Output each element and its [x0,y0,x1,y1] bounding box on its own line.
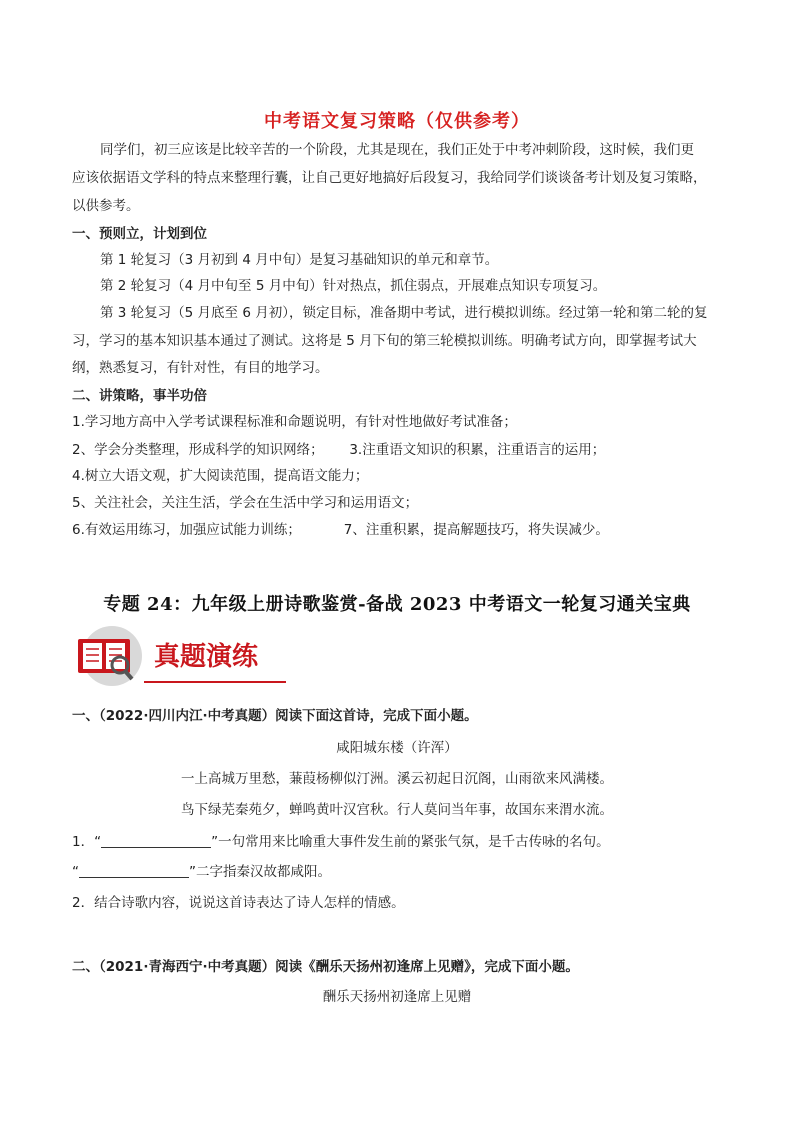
question-item-1 [72,832,610,852]
tip-item: 6.有效运用练习，加强应试能力训练； 7、注重积累，提高解题技巧，将失误减少。 [72,522,609,538]
item-suffix: ”二字指秦汉故都咸阳。 [189,864,331,880]
banner-text: 真题演练 [154,642,259,672]
poem-line: 鸟下绿芜秦苑夕，蝉鸣黄叶汉宫秋。行人莫问当年事，故国东来渭水流。 [181,802,613,818]
question-item-1b [72,862,331,882]
round2-text: 第 2 轮复习（4 月中旬至 5 月中旬）针对热点，抓住弱点，开展难点知识专项复习。 [100,278,607,294]
intro-line: 以供参考。 [72,198,140,214]
round3-text: 第 3 轮复习（5 月底至 6 月初），锁定目标，准备期中考试，进行模拟训练。经过第一轮和第二轮的复 [100,305,708,321]
item-prefix: 1．“ [72,834,102,850]
round3-text: 纲，熟悉复习，有针对性，有目的地学习。 [72,360,329,376]
practice-banner [74,625,294,687]
round3-text: 习，学习的基本知识基本通过了测试。这将是 5 月下旬的第三轮模拟训练。明确考试方向，即掌握考试大 [72,333,697,349]
tip-item: 4.树立大语文观，扩大阅读范围，提高语文能力； [72,468,369,484]
poem-line: 一上高城万里愁，蒹葭杨柳似汀洲。溪云初起日沉阁，山雨欲来风满楼。 [181,771,613,787]
section2-heading: 二、讲策略，事半功倍 [72,388,207,404]
item-prefix: “ [72,864,79,880]
intro-line: 应该依据语文学科的特点来整理行囊，让自己更好地搞好后段复习，我给同学们谈谈备考计划及复习策略， [72,170,707,186]
answer-blank[interactable] [101,833,211,848]
intro-line: 同学们，初三应该是比较辛苦的一个阶段，尤其是现在，我们正处于中考冲刺阶段，这时候，我们更 [100,142,694,158]
section1-heading: 一、预则立，计划到位 [72,226,207,242]
strategy-title: 中考语文复习策略（仅供参考） [264,111,530,132]
tip-item: 2、学会分类整理，形成科学的知识网络； 3.注重语文知识的积累，注重语言的运用； [72,442,606,458]
topic-title: 专题 24：九年级上册诗歌鉴赏-备战 2023 中考语文一轮复习通关宝典 [103,594,691,615]
tip-item: 5、关注社会，关注生活，学会在生活中学习和运用语文； [72,495,419,511]
answer-blank[interactable] [79,863,189,878]
q1-heading: 一、（2022·四川内江·中考真题）阅读下面这首诗，完成下面小题。 [72,708,478,724]
q2-heading: 二、（2021·青海西宁·中考真题）阅读《酬乐天扬州初逢席上见赠》，完成下面小题。 [72,959,579,975]
poem-title: 酬乐天扬州初逢席上见赠 [322,989,472,1005]
item-suffix: ”一句常用来比喻重大事件发生前的紧张气氛，是千古传咏的名句。 [211,834,610,850]
question-item-2: 2．结合诗歌内容，说说这首诗表达了诗人怎样的情感。 [72,895,405,911]
tip-item: 1.学习地方高中入学考试课程标准和命题说明，有针对性地做好考试准备； [72,414,517,430]
round1-text: 第 1 轮复习（3 月初到 4 月中旬）是复习基础知识的单元和章节。 [100,252,499,268]
poem-title: 咸阳城东楼（许浑） [336,740,458,756]
